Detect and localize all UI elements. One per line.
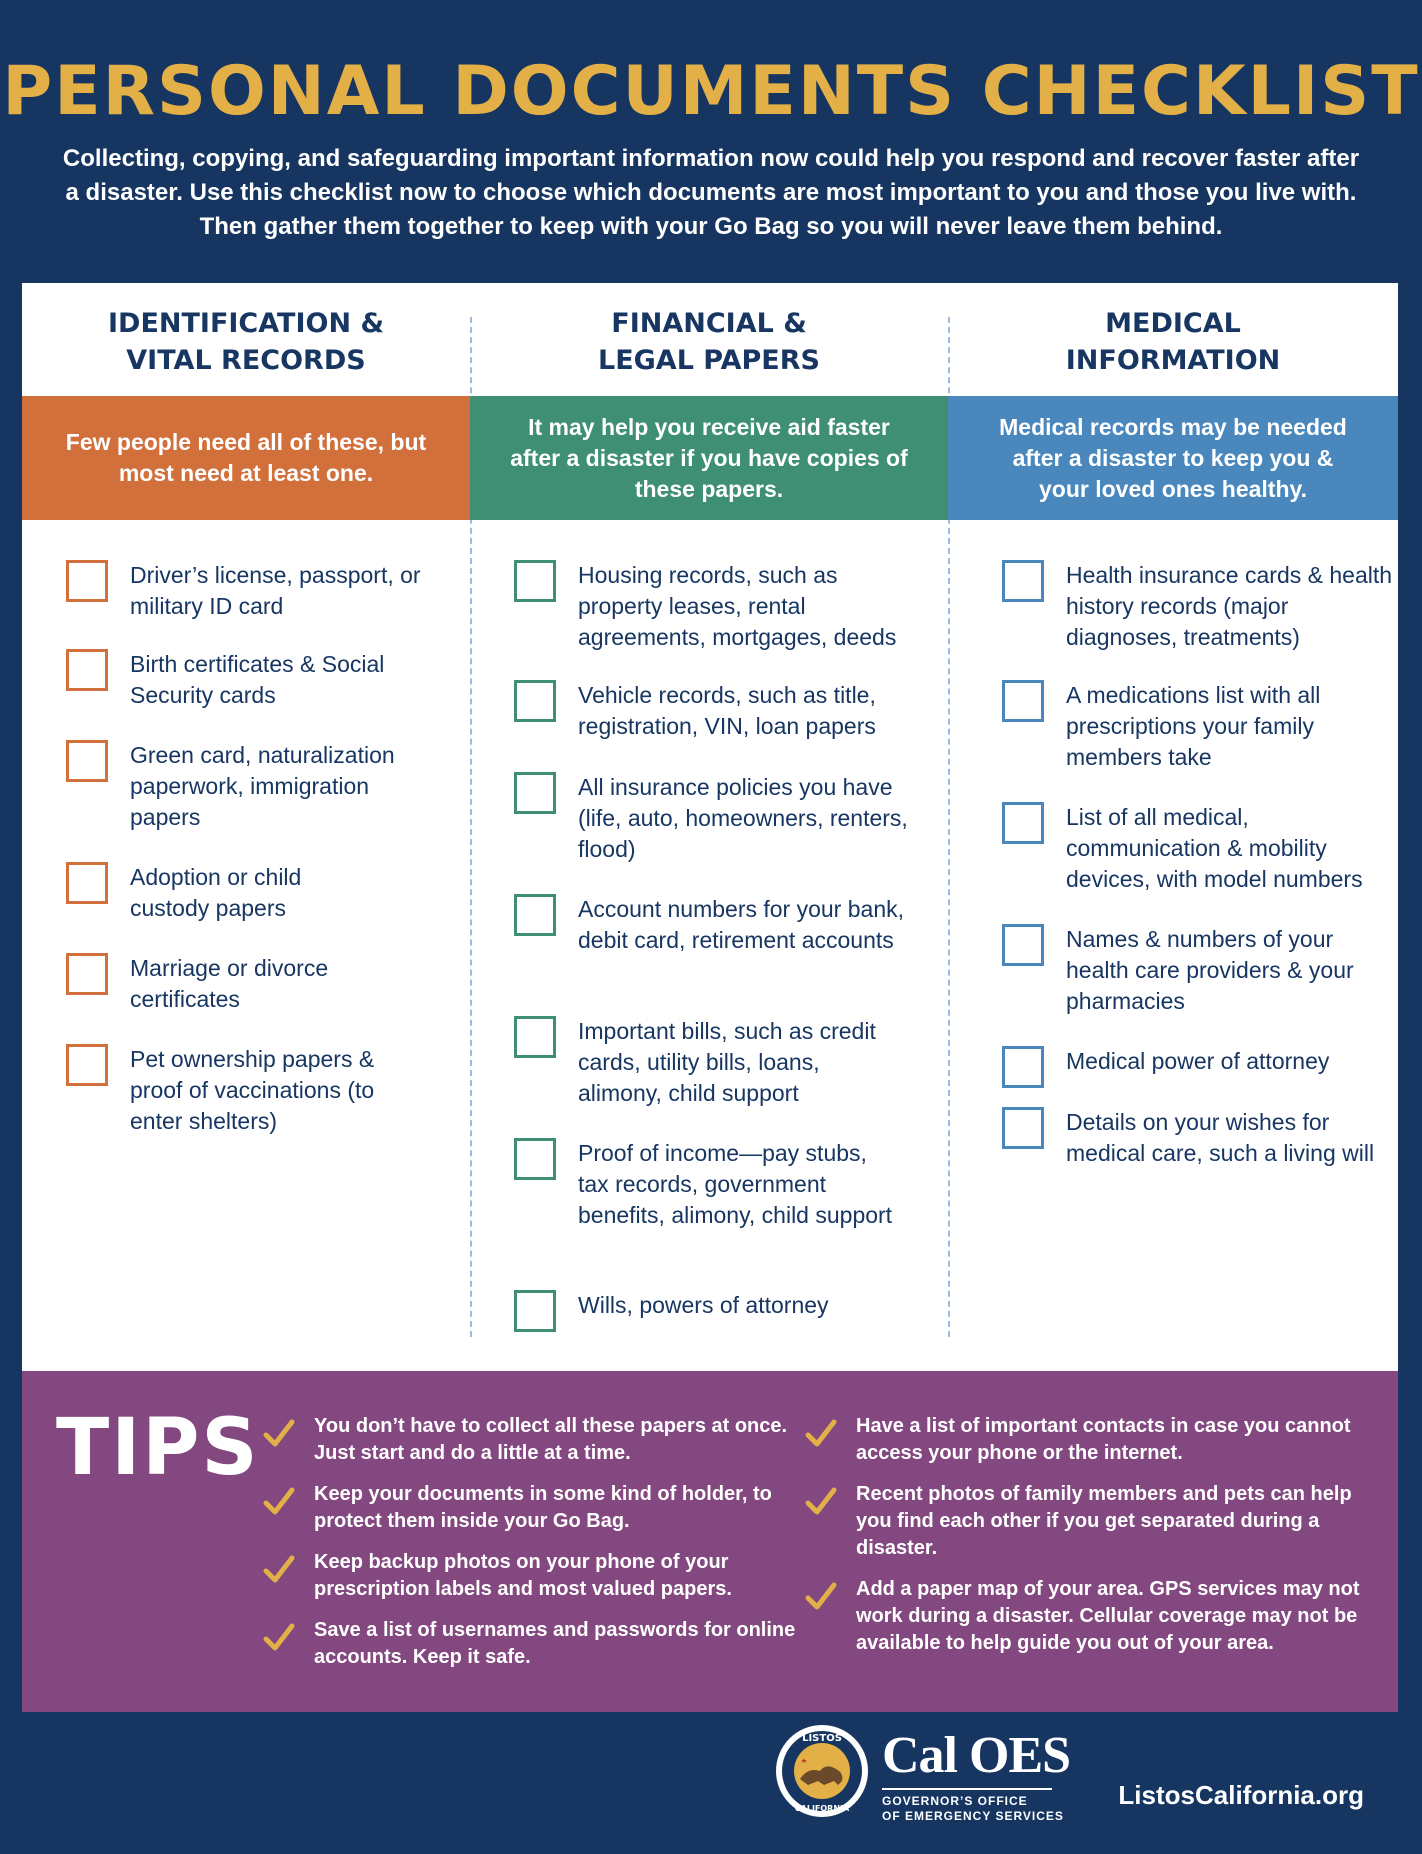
- checkbox[interactable]: [66, 1044, 108, 1086]
- item-label: Birth certificates & Social Security cards: [130, 651, 385, 708]
- checklist-item: [514, 1138, 898, 1231]
- checklist-item: [66, 953, 370, 1015]
- heading-line: MEDICAL: [1105, 308, 1241, 339]
- column-heading: [470, 305, 948, 379]
- checklist-item: [1002, 560, 1396, 653]
- tip-item: [262, 1617, 802, 1671]
- checkmark-icon: [262, 1553, 296, 1587]
- item-label: Vehicle records, such as title, registration, VIN, loan papers: [578, 682, 876, 739]
- checkbox[interactable]: [514, 680, 556, 722]
- tip-text: Keep your documents in some kind of holder, to protect them inside your Go Bag.: [314, 1483, 772, 1532]
- item-label: Wills, powers of attorney: [578, 1292, 829, 1318]
- checklist-item: [514, 894, 908, 956]
- caloes-logo[interactable]: [882, 1727, 1071, 1824]
- listos-california-seal-logo[interactable]: [774, 1723, 870, 1819]
- tip-text: You don’t have to collect all these papers at once. Just start and do a little at a time.: [314, 1415, 788, 1464]
- checkmark-icon: [804, 1580, 838, 1614]
- agency-sub: OF EMERGENCY SERVICES: [882, 1809, 1064, 1823]
- checkbox[interactable]: [1002, 802, 1044, 844]
- checkmark-icon: [804, 1485, 838, 1519]
- checkmark-icon: [262, 1417, 296, 1451]
- item-label: Medical power of attorney: [1066, 1048, 1330, 1074]
- heading-line: INFORMATION: [1065, 345, 1281, 376]
- item-label: A medications list with all prescriptions your family members take: [1066, 682, 1321, 770]
- item-label: All insurance policies you have (life, auto, homeowners, renters, flood): [578, 774, 908, 862]
- tip-item: [804, 1481, 1374, 1562]
- checklist-item: [514, 772, 908, 865]
- heading-line: LEGAL PAPERS: [598, 345, 820, 376]
- checkbox[interactable]: [514, 894, 556, 936]
- checklist-item: [66, 560, 430, 622]
- column-heading: [948, 305, 1398, 379]
- tip-text: Add a paper map of your area. GPS services may not work during a disaster. Cellular coverage may not be available to help guide you out of your area.: [856, 1578, 1360, 1654]
- item-label: Pet ownership papers & proof of vaccinations (to enter shelters): [130, 1046, 375, 1134]
- item-label: Health insurance cards & health history records (major diagnoses, treatments): [1066, 562, 1393, 650]
- checkbox[interactable]: [514, 1138, 556, 1180]
- checklist-item: [66, 649, 390, 711]
- column-identification: [22, 283, 470, 1371]
- tip-text: Have a list of important contacts in case you cannot access your phone or the internet.: [856, 1415, 1351, 1464]
- column-heading: [22, 305, 470, 379]
- checkbox[interactable]: [66, 740, 108, 782]
- column-band: Medical records may be needed after a disaster to keep you & your loved ones healthy.: [948, 396, 1398, 520]
- checkbox[interactable]: [66, 862, 108, 904]
- tip-item: [262, 1481, 802, 1535]
- seal-top-text: LISTOS: [802, 1733, 842, 1744]
- tip-text: Save a list of usernames and passwords for online accounts. Keep it safe.: [314, 1619, 796, 1668]
- checklist-item: [1002, 680, 1366, 773]
- checkmark-icon: [804, 1417, 838, 1451]
- agency-name: Cal OES: [882, 1727, 1071, 1784]
- checkbox[interactable]: [66, 560, 108, 602]
- tip-item: [804, 1413, 1374, 1467]
- checklist-item: [514, 680, 908, 742]
- checklist-item: [1002, 924, 1396, 1017]
- checklist-item: [514, 560, 908, 653]
- checklist-panel: [22, 283, 1398, 1371]
- checkbox[interactable]: [66, 649, 108, 691]
- checklist-item: [66, 862, 350, 924]
- item-label: Details on your wishes for medical care, such a living will: [1066, 1109, 1375, 1166]
- page-title: PERSONAL DOCUMENTS CHECKLIST: [2, 52, 1420, 131]
- tip-text: Keep backup photos on your phone of your prescription labels and most valued papers.: [314, 1551, 732, 1600]
- item-label: Marriage or divorce certificates: [130, 955, 329, 1012]
- tip-item: [804, 1576, 1374, 1657]
- checkmark-icon: [262, 1621, 296, 1655]
- checkbox[interactable]: [1002, 924, 1044, 966]
- checkbox[interactable]: [1002, 1046, 1044, 1088]
- item-label: List of all medical, communication & mobility devices, with model numbers: [1066, 804, 1363, 892]
- tip-item: [262, 1413, 802, 1467]
- checkbox[interactable]: [1002, 1107, 1044, 1149]
- checklist-item: [514, 1016, 908, 1109]
- checklist-item: [66, 740, 430, 833]
- item-label: Account numbers for your bank, debit card, retirement accounts: [578, 896, 904, 953]
- seal-bottom-text: CALIFORNIA: [794, 1804, 850, 1813]
- tips-panel: [22, 1371, 1398, 1712]
- tip-item: [262, 1549, 802, 1603]
- item-label: Adoption or child custody papers: [130, 864, 302, 921]
- checkbox[interactable]: [514, 1290, 556, 1332]
- column-financial: [470, 283, 948, 1371]
- heading-line: IDENTIFICATION &: [107, 308, 385, 339]
- column-band: Few people need all of these, but most need at least one.: [22, 396, 470, 520]
- logo-rule: [882, 1788, 1052, 1790]
- heading-line: VITAL RECORDS: [126, 345, 366, 376]
- checklist-item: [1002, 1107, 1406, 1169]
- checkmark-icon: [262, 1485, 296, 1519]
- checklist-item: [514, 1290, 908, 1332]
- item-label: Housing records, such as property leases, rental agreements, mortgages, deeds: [578, 562, 897, 650]
- checkbox[interactable]: [514, 560, 556, 602]
- item-label: Proof of income—pay stubs, tax records, government benefits, alimony, child support: [578, 1140, 893, 1228]
- item-label: Green card, naturalization paperwork, immigration papers: [130, 742, 395, 830]
- website-link[interactable]: ListosCalifornia.org: [1118, 1780, 1364, 1810]
- checklist-item: [1002, 802, 1396, 895]
- tip-text: Recent photos of family members and pets can help you find each other if you get separated during a disaster.: [856, 1483, 1352, 1559]
- column-medical: [948, 283, 1398, 1371]
- column-band: It may help you receive aid faster after a disaster if you have copies of these papers.: [470, 396, 948, 520]
- intro-text: Collecting, copying, and safeguarding important information now could help you respond and recover faster after a disaster. Use this checklist now to choose which documents are most important to you and those you live with. Then gather them together to keep with your Go Bag so you will never leave them behind.: [62, 145, 1360, 240]
- item-label: Important bills, such as credit cards, utility bills, loans, alimony, child support: [578, 1018, 876, 1106]
- checkbox[interactable]: [1002, 560, 1044, 602]
- item-label: Names & numbers of your health care providers & your pharmacies: [1066, 926, 1354, 1014]
- checkbox[interactable]: [66, 953, 108, 995]
- agency-sub: GOVERNOR’S OFFICE: [882, 1794, 1028, 1808]
- heading-line: FINANCIAL &: [611, 308, 807, 339]
- checkbox[interactable]: [514, 1016, 556, 1058]
- checklist-item: [1002, 1046, 1406, 1088]
- checklist-item: [66, 1044, 400, 1137]
- checkbox[interactable]: [1002, 680, 1044, 722]
- tips-title: TIPS: [56, 1403, 260, 1493]
- item-label: Driver’s license, passport, or military ID card: [130, 562, 421, 619]
- checkbox[interactable]: [514, 772, 556, 814]
